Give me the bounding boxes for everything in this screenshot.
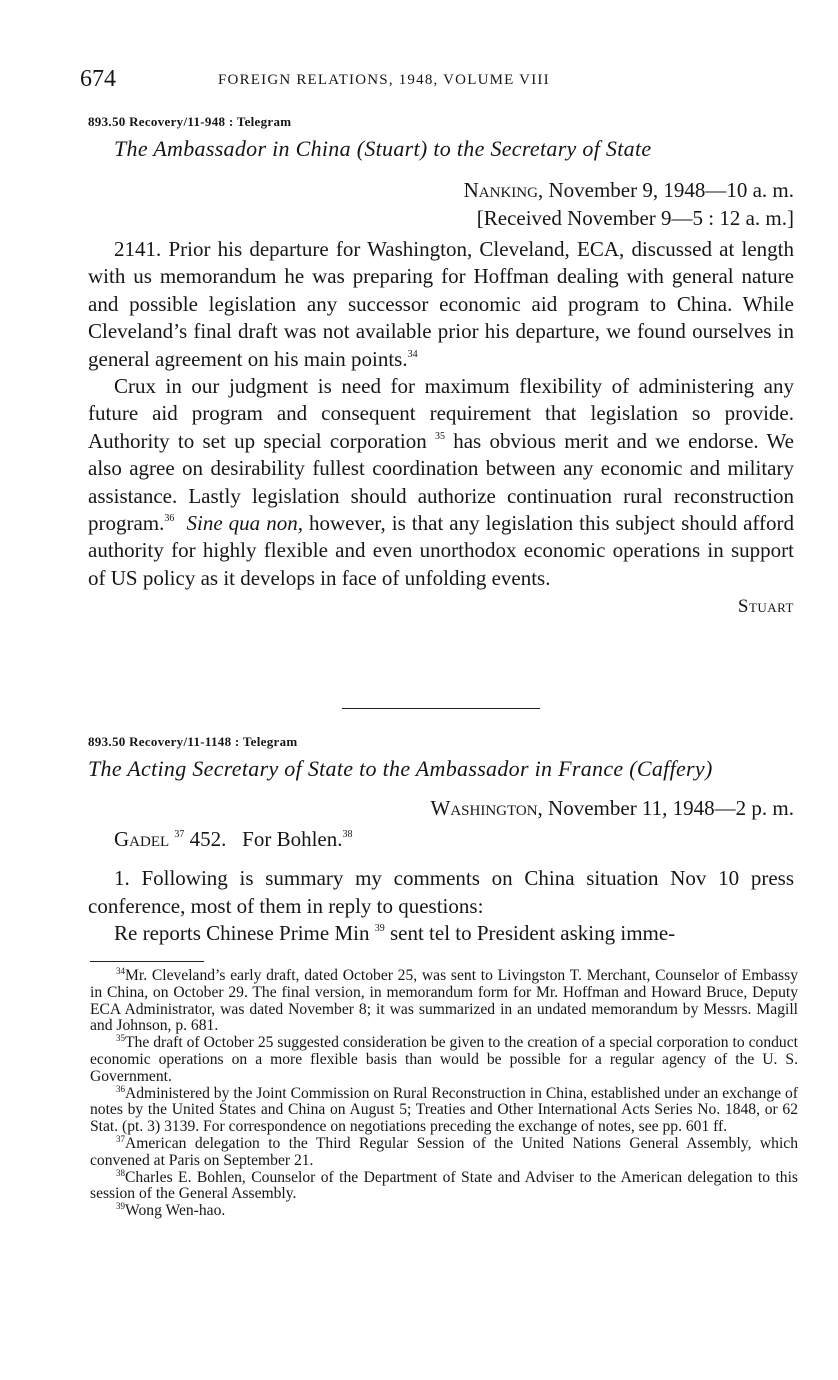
signature: Stuart <box>737 596 794 618</box>
document-title: The Acting Secretary of State to the Ambassador in France (Caffery) <box>88 756 713 781</box>
italic-phrase: Sine qua non, <box>186 511 303 536</box>
footnote-text: Mr. Cleveland’s early draft, dated October 25, was sent to Livingston T. Merchant, Counselor of Embassy in China, on October 29. The final version, in memorandum form for Mr. Hoffman and Howard Bruce, Deputy ECA Administrator, was dated November 8; it was summarized in an undated memorandum by Messrs. Magill and Johnson, p. 681. <box>90 967 798 1035</box>
dateline-time: November 11, 1948—2 p. m. <box>542 796 794 820</box>
footnote-number: 36 <box>116 1083 125 1094</box>
footnote-number: 37 <box>116 1133 125 1144</box>
dateline-place: Washington, <box>430 796 543 820</box>
footnote-37 <box>90 1133 798 1170</box>
footnote-ref: 35 <box>434 430 445 442</box>
gadel-word: Gadel <box>114 827 170 851</box>
footnote-39 <box>90 1203 798 1220</box>
footnote-ref: 37 <box>174 829 185 840</box>
document-separator-rule <box>342 708 540 709</box>
document-title: The Ambassador in China (Stuart) to the Secretary of State <box>114 136 652 161</box>
footnote-ref: 36 <box>164 513 175 525</box>
paragraph-text: Crux in our judgment is need for maximum flexibility of administering any future aid program and consequent requirement that legislation so provide. Authority to set up special corporation <box>88 374 794 453</box>
dateline <box>88 794 794 822</box>
telegram-stuart <box>88 114 794 618</box>
running-head <box>80 66 800 98</box>
page-number: 674 <box>80 66 116 92</box>
footnote-35 <box>90 1035 798 1085</box>
footnote-rule <box>90 961 204 962</box>
paragraph-text: Re reports Chinese Prime Min <box>114 921 370 946</box>
body-paragraph <box>88 865 794 920</box>
dateline <box>88 176 794 232</box>
dateline-place: Nanking, <box>463 178 544 202</box>
footnote-number: 38 <box>116 1167 125 1178</box>
footnote-text: American delegation to the Third Regular Session of the United Nations General Assembly, which convened at Paris on September 21. <box>90 1134 798 1169</box>
footnote-34 <box>90 968 798 1035</box>
footnote-38 <box>90 1167 798 1204</box>
body-paragraph <box>88 373 794 592</box>
dateline-time: November 9, 1948—10 a. m. <box>543 178 794 202</box>
paragraph-text: has obvious merit and we endorse. We also agree on desirability fullest coordination between any economic and military assistance. Lastly legislation should authorize continuation rural reconstruction program. <box>88 428 795 536</box>
file-reference: 893.50 Recovery/11-1148 : Telegram <box>88 734 298 749</box>
paragraph-text: however, is that any legislation this subject should afford authority for highly flexible and even unorthodox economic operations in support of US policy as it develops in face of unfolding events. <box>88 511 795 590</box>
footnote-36 <box>90 1083 798 1136</box>
footnote-number: 39 <box>116 1201 125 1212</box>
body-paragraph <box>88 236 794 373</box>
footnote-number: 34 <box>116 966 125 976</box>
footnotes <box>90 968 798 1220</box>
paragraph-text: sent tel to President asking imme- <box>384 921 676 946</box>
running-header-title: FOREIGN RELATIONS, 1948, VOLUME VIII <box>218 72 550 88</box>
gadel-text: 452. For Bohlen. <box>184 827 343 851</box>
telegram-acting-secretary <box>88 734 794 948</box>
gadel-line <box>88 826 794 853</box>
footnote-text: Administered by the Joint Commission on Rural Reconstruction in China, established under an exchange of notes by the United States and China on August 5; Treaties and Other International Acts Series No. 1848, or 62 Stat. (pt. 3) 3139. For correspondence on negotiations preceding the exchange of notes, see pp. 601 ff. <box>90 1084 798 1136</box>
paragraph-text: 2141. Prior his departure for Washington, Cleveland, ECA, discussed at length with us memorandum he was preparing for Hoffman dealing with general nature and possible legislation any successor economic aid program to China. While Cleveland’s final draft was not available prior his departure, we found ourselves in general agreement on his main points. <box>88 237 794 371</box>
footnote-number: 35 <box>116 1033 125 1044</box>
body-paragraph <box>88 920 794 947</box>
paragraph-text: 1. Following is summary my comments on China situation Nov 10 press conference, most of them in reply to questions: <box>88 866 794 918</box>
footnote-text: The draft of October 25 suggested consideration be given to the creation of a special corporation to conduct economic operations on a more flexible basis than would be possible for a regular agency of the U. S. Government. <box>90 1034 798 1085</box>
file-reference: 893.50 Recovery/11-948 : Telegram <box>88 114 292 129</box>
footnote-ref: 39 <box>374 923 385 935</box>
footnote-text: Charles E. Bohlen, Counselor of the Department of State and Adviser to the American delegation to this session of the General Assembly. <box>90 1168 798 1203</box>
received-line: [Received November 9—5 : 12 a. m.] <box>476 206 794 230</box>
footnote-ref: 34 <box>407 348 418 360</box>
footnote-ref: 38 <box>342 829 353 840</box>
footnote-text: Wong Wen-hao. <box>125 1202 226 1220</box>
